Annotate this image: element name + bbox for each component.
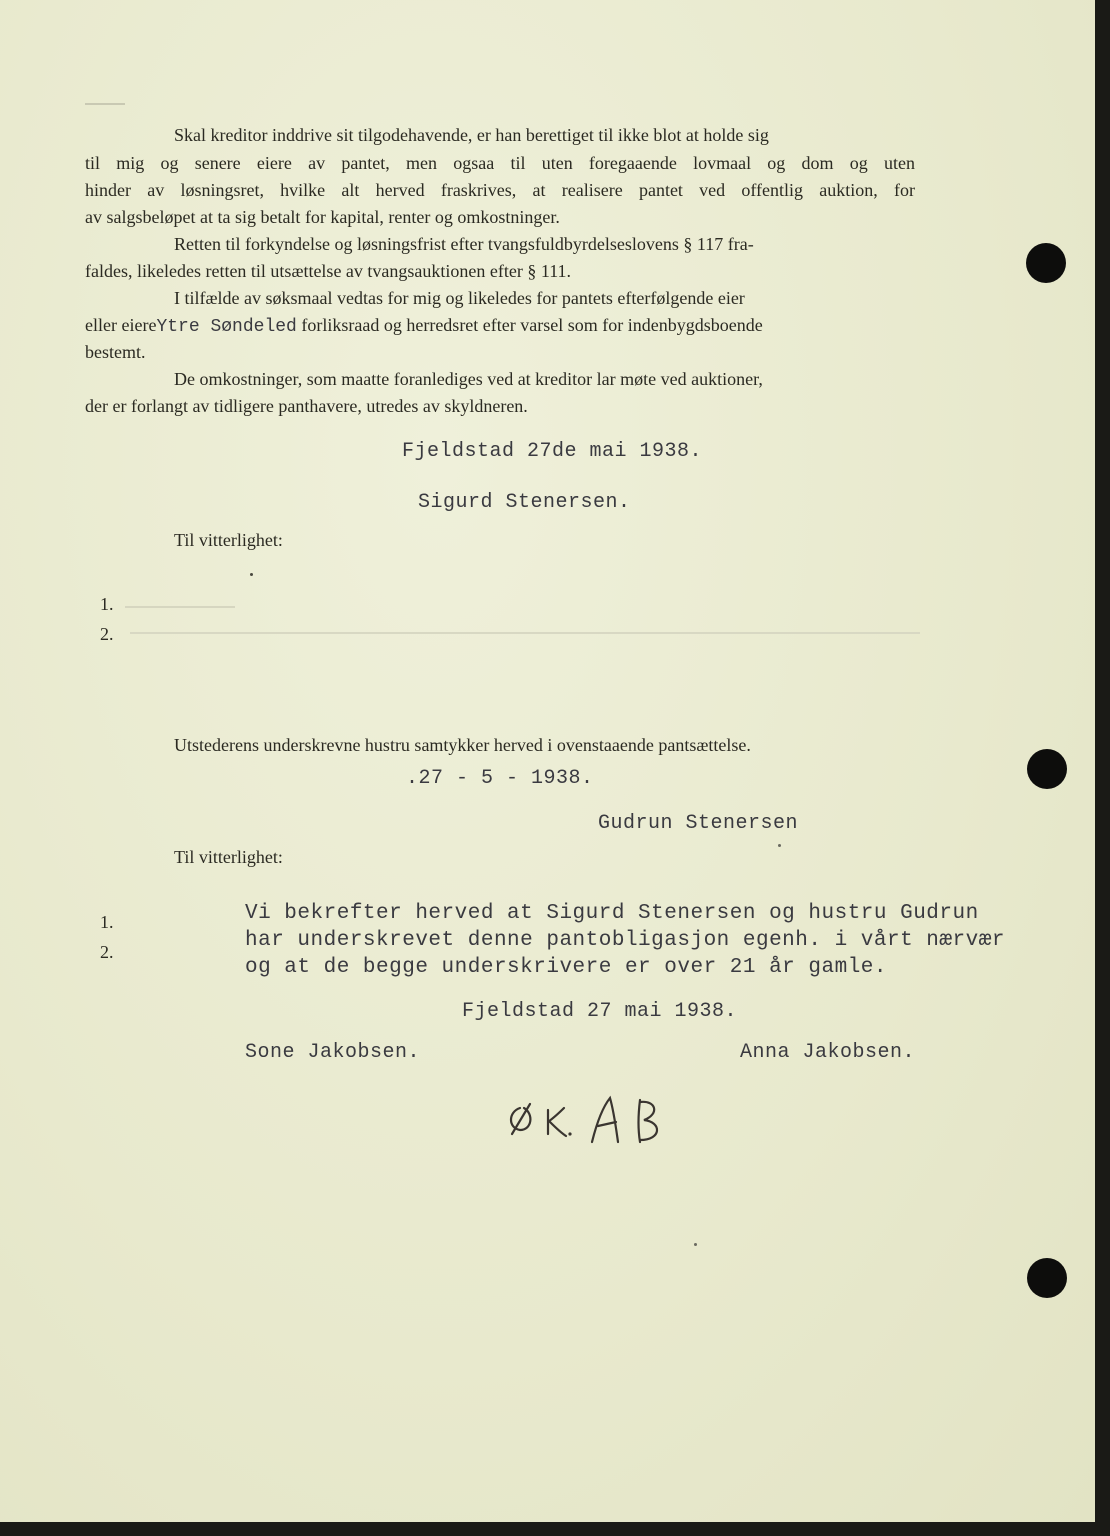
handwritten-initials-signature xyxy=(500,1090,690,1160)
witness-label-1: Til vitterlighet: xyxy=(174,530,283,550)
witness-2-number-2: 2. xyxy=(100,942,114,962)
paragraph-3-line-2-prefix: eller eiere xyxy=(85,315,157,335)
stray-mark xyxy=(250,573,253,576)
paragraph-3-line-2 xyxy=(85,315,763,337)
paragraph-4-line-1: De omkostninger, som maatte foranlediges ved at kreditor lar møte ved auktioner, xyxy=(174,369,763,389)
paragraph-2-line-2: faldes, likeledes retten til utsættelse av tvangsauktionen efter § 111. xyxy=(85,261,572,281)
paragraph-3-line-1: I tilfælde av søksmaal vedtas for mig og likeledes for pantets efterfølgende eier xyxy=(174,288,745,308)
paragraph-1-line-3: hinder av løsningsret, hvilke alt herved fraskrives, at realisere pantet ved offentlig auktion, for xyxy=(85,180,915,200)
signer-1: Sigurd Stenersen. xyxy=(418,491,631,514)
witness-label-2: Til vitterlighet: xyxy=(174,847,283,867)
punch-hole-top xyxy=(1026,243,1066,283)
confirmation-line-1: Vi bekrefter herved at Sigurd Stenersen og hustru Gudrun xyxy=(245,902,979,925)
place-date-1: Fjeldstad 27de mai 1938. xyxy=(402,440,703,463)
faint-witness-line-1 xyxy=(125,606,235,608)
witness-2-number-1: 1. xyxy=(100,912,114,932)
confirmation-line-3: og at de begge underskrivere er over 21 år gamle. xyxy=(245,956,888,979)
witness-signer-right: Anna Jakobsen. xyxy=(740,1041,916,1064)
paragraph-2-line-1: Retten til forkyndelse og løsningsfrist efter tvangsfuldbyrdelseslovens § 117 fra- xyxy=(174,234,754,254)
punch-hole-bottom xyxy=(1027,1258,1067,1298)
paragraph-3-line-3: bestemt. xyxy=(85,342,146,362)
witness-1-number-1: 1. xyxy=(100,594,114,614)
faint-witness-line-2 xyxy=(130,632,920,634)
witness-1-number-2: 2. xyxy=(100,624,114,644)
consent-text: Utstederens underskrevne hustru samtykker herved i ovenstaaende pantsættelse. xyxy=(174,735,751,755)
paragraph-1-line-1: Skal kreditor inddrive sit tilgodehavende, er han berettiget til ikke blot at holde sig xyxy=(174,125,769,145)
consent-date: .27 - 5 - 1938. xyxy=(406,767,594,790)
confirmation-line-2: har underskrevet denne pantobligasjon egenh. i vårt nærvær xyxy=(245,929,1005,952)
signer-2: Gudrun Stenersen xyxy=(598,812,799,835)
stray-mark xyxy=(694,1243,697,1246)
faint-rule xyxy=(85,103,125,105)
paragraph-1-line-4: av salgsbeløpet at ta sig betalt for kapital, renter og omkostninger. xyxy=(85,207,560,227)
place-date-2: Fjeldstad 27 mai 1938. xyxy=(462,1000,738,1023)
witness-signer-left: Sone Jakobsen. xyxy=(245,1041,421,1064)
paragraph-1-line-2: til mig og senere eiere av pantet, men ogsaa til uten foregaaende lovmaal og dom og uten xyxy=(85,153,915,173)
punch-hole-middle xyxy=(1027,749,1067,789)
stray-mark xyxy=(778,844,781,847)
paragraph-3-line-2-suffix: forliksraad og herredsret efter varsel som for indenbygdsboende xyxy=(301,315,763,335)
typed-fill-in-district: Ytre Søndeled xyxy=(156,317,297,337)
paragraph-4-line-2: der er forlangt av tidligere panthavere, utredes av skyldneren. xyxy=(85,396,528,416)
